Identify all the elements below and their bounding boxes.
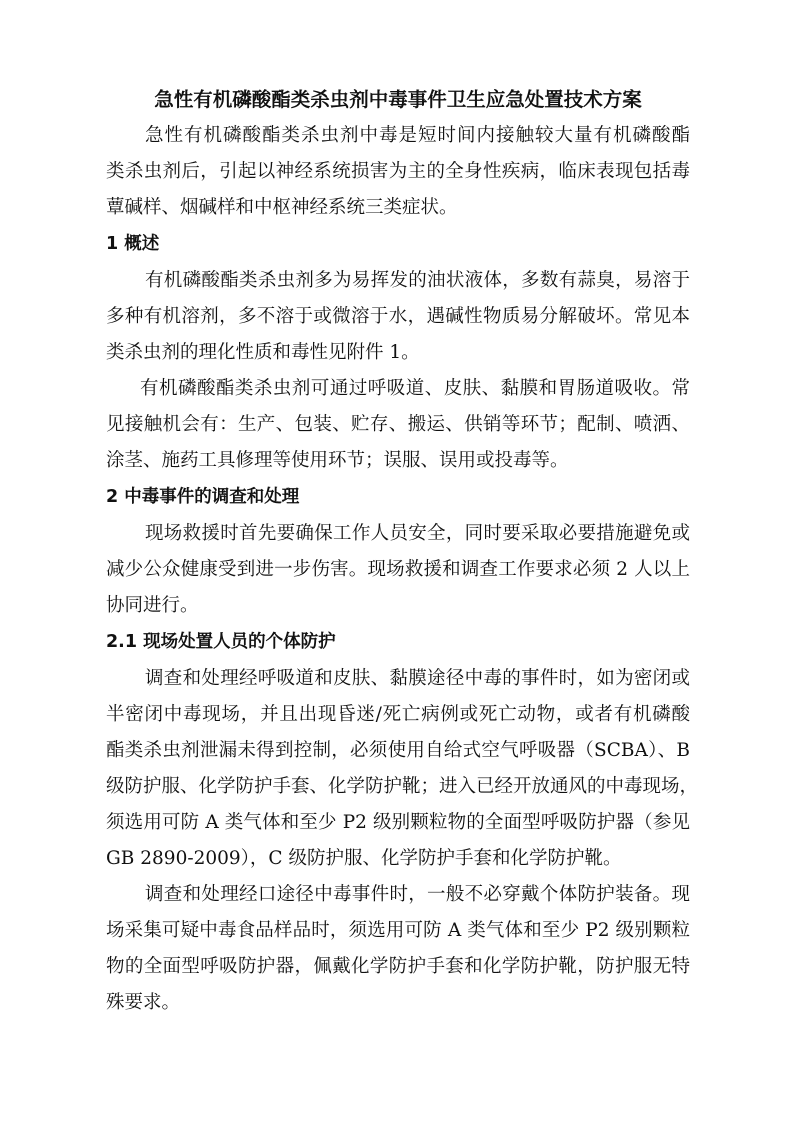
paragraph-line: 半密闭中毒现场，并且出现昏迷/死亡病例或死亡动物，或者有机磷酸: [106, 704, 690, 725]
paragraph-line: 见接触机会有：生产、包装、贮存、搬运、供销等环节；配制、喷洒、: [106, 414, 690, 435]
paragraph-line: 多种有机溶剂，多不溶于或微溶于水，遇碱性物质易分解破坏。常见本: [106, 306, 690, 327]
document-page: [106, 82, 699, 1021]
paragraph-line: GB 2890-2009），C 级防护服、化学防护手套和化学防护靴。: [106, 848, 622, 869]
paragraph-line: 蕈碱样、烟碱样和中枢神经系统三类症状。: [106, 197, 458, 218]
paragraph-line: 协同进行。: [106, 595, 199, 616]
paragraph-line: 有机磷酸酯类杀虫剂多为易挥发的油状液体，多数有蒜臭，易溶于: [145, 270, 690, 291]
paragraph-line: 场采集可疑中毒食品样品时，须选用可防 A 类气体和至少 P2 级别颗粒: [106, 920, 690, 941]
section-heading: 2.1 现场处置人员的个体防护: [106, 632, 336, 652]
paragraph-line: 物的全面型呼吸防护器，佩戴化学防护手套和化学防护靴，防护服无特: [106, 956, 690, 977]
document-title: 急性有机磷酸酯类杀虫剂中毒事件卫生应急处置技术方案: [154, 88, 642, 111]
paragraph-line: 级防护服、化学防护手套、化学防护靴；进入已经开放通风的中毒现场，: [106, 776, 699, 797]
section-heading: 2 中毒事件的调查和处理: [106, 487, 300, 507]
paragraph-line: 酯类杀虫剂泄漏未得到控制，必须使用自给式空气呼吸器（SCBA）、B: [106, 740, 690, 761]
paragraph-line: 调查和处理经呼吸道和皮肤、黏膜途径中毒的事件时，如为密闭或: [145, 668, 690, 689]
section-heading: 1 概述: [106, 234, 160, 254]
paragraph-line: 须选用可防 A 类气体和至少 P2 级别颗粒物的全面型呼吸防护器（参见: [106, 812, 690, 833]
paragraph-line: 现场救援时首先要确保工作人员安全，同时要采取必要措施避免或: [145, 523, 690, 544]
paragraph-line: 殊要求。: [106, 992, 181, 1013]
paragraph-line: 类杀虫剂的理化性质和毒性见附件 1。: [106, 342, 420, 363]
paragraph-line: 涂茎、施药工具修理等使用环节；误服、误用或投毒等。: [106, 450, 569, 471]
paragraph-line: 调查和处理经口途径中毒事件时，一般不必穿戴个体防护装备。现: [145, 884, 690, 905]
paragraph-line: 急性有机磷酸酯类杀虫剂中毒是短时间内接触较大量有机磷酸酯: [145, 125, 690, 146]
paragraph-line: 类杀虫剂后，引起以神经系统损害为主的全身性疾病，临床表现包括毒: [106, 161, 690, 182]
paragraph-line: 减少公众健康受到进一步伤害。现场救援和调查工作要求必须 2 人以上: [106, 559, 690, 580]
paragraph-line: 有机磷酸酯类杀虫剂可通过呼吸道、皮肤、黏膜和胃肠道吸收。常: [140, 378, 690, 399]
